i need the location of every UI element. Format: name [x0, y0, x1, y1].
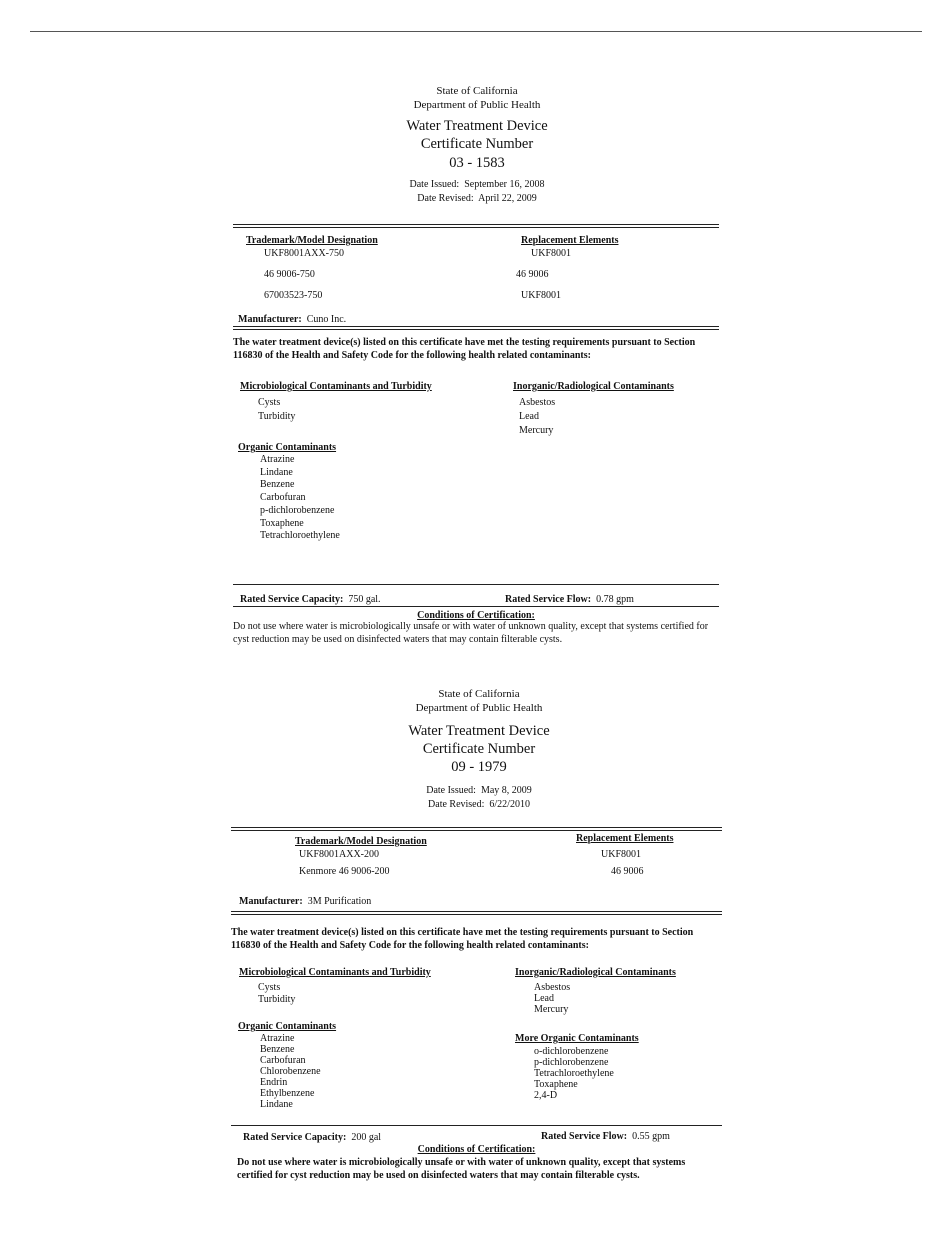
- list-item: Tetrachloroethylene: [534, 1068, 614, 1079]
- certificate-number: 03 - 1583: [449, 155, 505, 171]
- list-item: Turbidity: [258, 993, 296, 1005]
- elements-header: Replacement Elements: [576, 833, 674, 844]
- section-divider: [231, 911, 722, 915]
- models-header: Trademark/Model Designation: [295, 836, 427, 847]
- list-item: Lindane: [260, 466, 293, 478]
- model-item: Kenmore 46 9006-200: [299, 866, 390, 877]
- list-item: 2,4-D: [534, 1090, 558, 1101]
- certificate-subtitle: Certificate Number: [422, 741, 536, 757]
- model-item: UKF8001AXX-750: [264, 248, 344, 259]
- element-item: 46 9006: [611, 866, 644, 877]
- section-divider: [233, 224, 719, 228]
- date-revised: Date Revised: April 22, 2009: [417, 193, 537, 204]
- more-organic-header: More Organic Contaminants: [515, 1033, 639, 1044]
- section-divider: [233, 584, 719, 585]
- list-item: Benzene: [260, 1044, 295, 1055]
- inorganic-list: [519, 396, 555, 438]
- list-item: Asbestos: [519, 397, 556, 408]
- list-item: Carbofuran: [260, 1055, 306, 1066]
- models-header: Trademark/Model Designation: [246, 235, 378, 246]
- organic-list: [260, 1033, 321, 1110]
- model-item: UKF8001AXX-200: [299, 849, 379, 860]
- conditions-text: Do not use where water is microbiologically unsafe or with water of unknown quality, except that systems certified for cyst reduction may be used on disinfected waters that may contain filterable cysts.: [233, 621, 709, 645]
- model-item: 67003523-750: [264, 290, 323, 301]
- micro-list: [258, 982, 295, 1005]
- element-item: 46 9006: [516, 269, 549, 280]
- department-name: Department of Public Health: [415, 702, 543, 714]
- certificate-title: Water Treatment Device: [406, 118, 548, 134]
- list-item: Carbofuran: [260, 492, 306, 504]
- conditions-header: Conditions of Certification:: [417, 610, 535, 621]
- list-item: Asbestos: [534, 982, 571, 993]
- organic-header: Organic Contaminants: [238, 1021, 337, 1032]
- page-top-rule: [30, 31, 922, 32]
- list-item: Benzene: [260, 479, 295, 491]
- list-item: Lead: [519, 411, 539, 422]
- date-revised: Date Revised: 6/22/2010: [428, 799, 530, 810]
- inorganic-header: Inorganic/Radiological Contaminants: [515, 967, 676, 978]
- date-issued: Date Issued: May 8, 2009: [426, 785, 532, 796]
- manufacturer: Manufacturer: Cuno Inc.: [238, 314, 347, 325]
- model-item: 46 9006-750: [264, 269, 315, 280]
- certificate-title: Water Treatment Device: [408, 723, 550, 739]
- list-item: Turbidity: [258, 411, 296, 422]
- list-item: Cysts: [258, 397, 281, 408]
- element-item: UKF8001: [601, 849, 642, 860]
- list-item: Mercury: [534, 1004, 569, 1015]
- rated-capacity: Rated Service Capacity: 750 gal.: [240, 594, 381, 605]
- list-item: Chlorobenzene: [260, 1066, 321, 1077]
- organic-list: [260, 454, 340, 543]
- elements-header: Replacement Elements: [521, 235, 619, 246]
- micro-header: Microbiological Contaminants and Turbidity: [239, 967, 431, 978]
- list-item: Ethylbenzene: [260, 1088, 315, 1099]
- section-divider: [233, 606, 719, 607]
- list-item: Toxaphene: [260, 517, 304, 529]
- list-item: o-dichlorobenzene: [534, 1046, 609, 1057]
- rated-capacity: Rated Service Capacity: 200 gal: [243, 1132, 382, 1143]
- certification-statement: The water treatment device(s) listed on this certificate have met the testing requirements pursuant to Section 116830 of the Health and Safety Code for the following health related contaminants:: [233, 337, 696, 361]
- inorganic-list: [534, 982, 570, 1015]
- list-item: Mercury: [519, 425, 554, 436]
- state-name: State of California: [438, 688, 520, 700]
- certificate-number: 09 - 1979: [451, 759, 507, 775]
- more-organic-list: [534, 1046, 614, 1101]
- element-item: UKF8001: [521, 290, 562, 301]
- conditions-text: Do not use where water is microbiologically unsafe or with water of unknown quality, except that systems certified for cyst reduction may be used on disinfected waters that may contain filterable cysts.: [237, 1157, 686, 1181]
- element-item: UKF8001: [531, 248, 572, 259]
- list-item: p-dichlorobenzene: [260, 504, 335, 516]
- rated-flow: Rated Service Flow: 0.78 gpm: [505, 594, 634, 605]
- state-name: State of California: [436, 85, 518, 97]
- certification-statement: The water treatment device(s) listed on this certificate have met the testing requirements pursuant to Section 116830 of the Health and Safety Code for the following health related contaminants:: [231, 927, 694, 951]
- inorganic-header: Inorganic/Radiological Contaminants: [513, 381, 674, 392]
- department-name: Department of Public Health: [413, 99, 541, 111]
- list-item: Lead: [534, 993, 554, 1004]
- date-issued: Date Issued: September 16, 2008: [409, 179, 545, 190]
- micro-list: [258, 396, 295, 424]
- list-item: Atrazine: [260, 454, 295, 465]
- list-item: Toxaphene: [534, 1079, 578, 1090]
- manufacturer: Manufacturer: 3M Purification: [239, 896, 372, 907]
- organic-header: Organic Contaminants: [238, 442, 337, 453]
- list-item: p-dichlorobenzene: [534, 1057, 609, 1068]
- certificate-subtitle: Certificate Number: [420, 136, 534, 152]
- list-item: Lindane: [260, 1099, 293, 1110]
- micro-header: Microbiological Contaminants and Turbidity: [240, 381, 432, 392]
- list-item: Cysts: [258, 982, 281, 993]
- section-divider: [231, 1125, 722, 1126]
- section-divider: [233, 326, 719, 330]
- list-item: Endrin: [260, 1077, 288, 1088]
- section-divider: [231, 827, 722, 831]
- rated-flow: Rated Service Flow: 0.55 gpm: [541, 1131, 670, 1142]
- list-item: Atrazine: [260, 1033, 295, 1044]
- list-item: Tetrachloroethylene: [260, 530, 340, 542]
- conditions-header: Conditions of Certification:: [417, 1144, 536, 1155]
